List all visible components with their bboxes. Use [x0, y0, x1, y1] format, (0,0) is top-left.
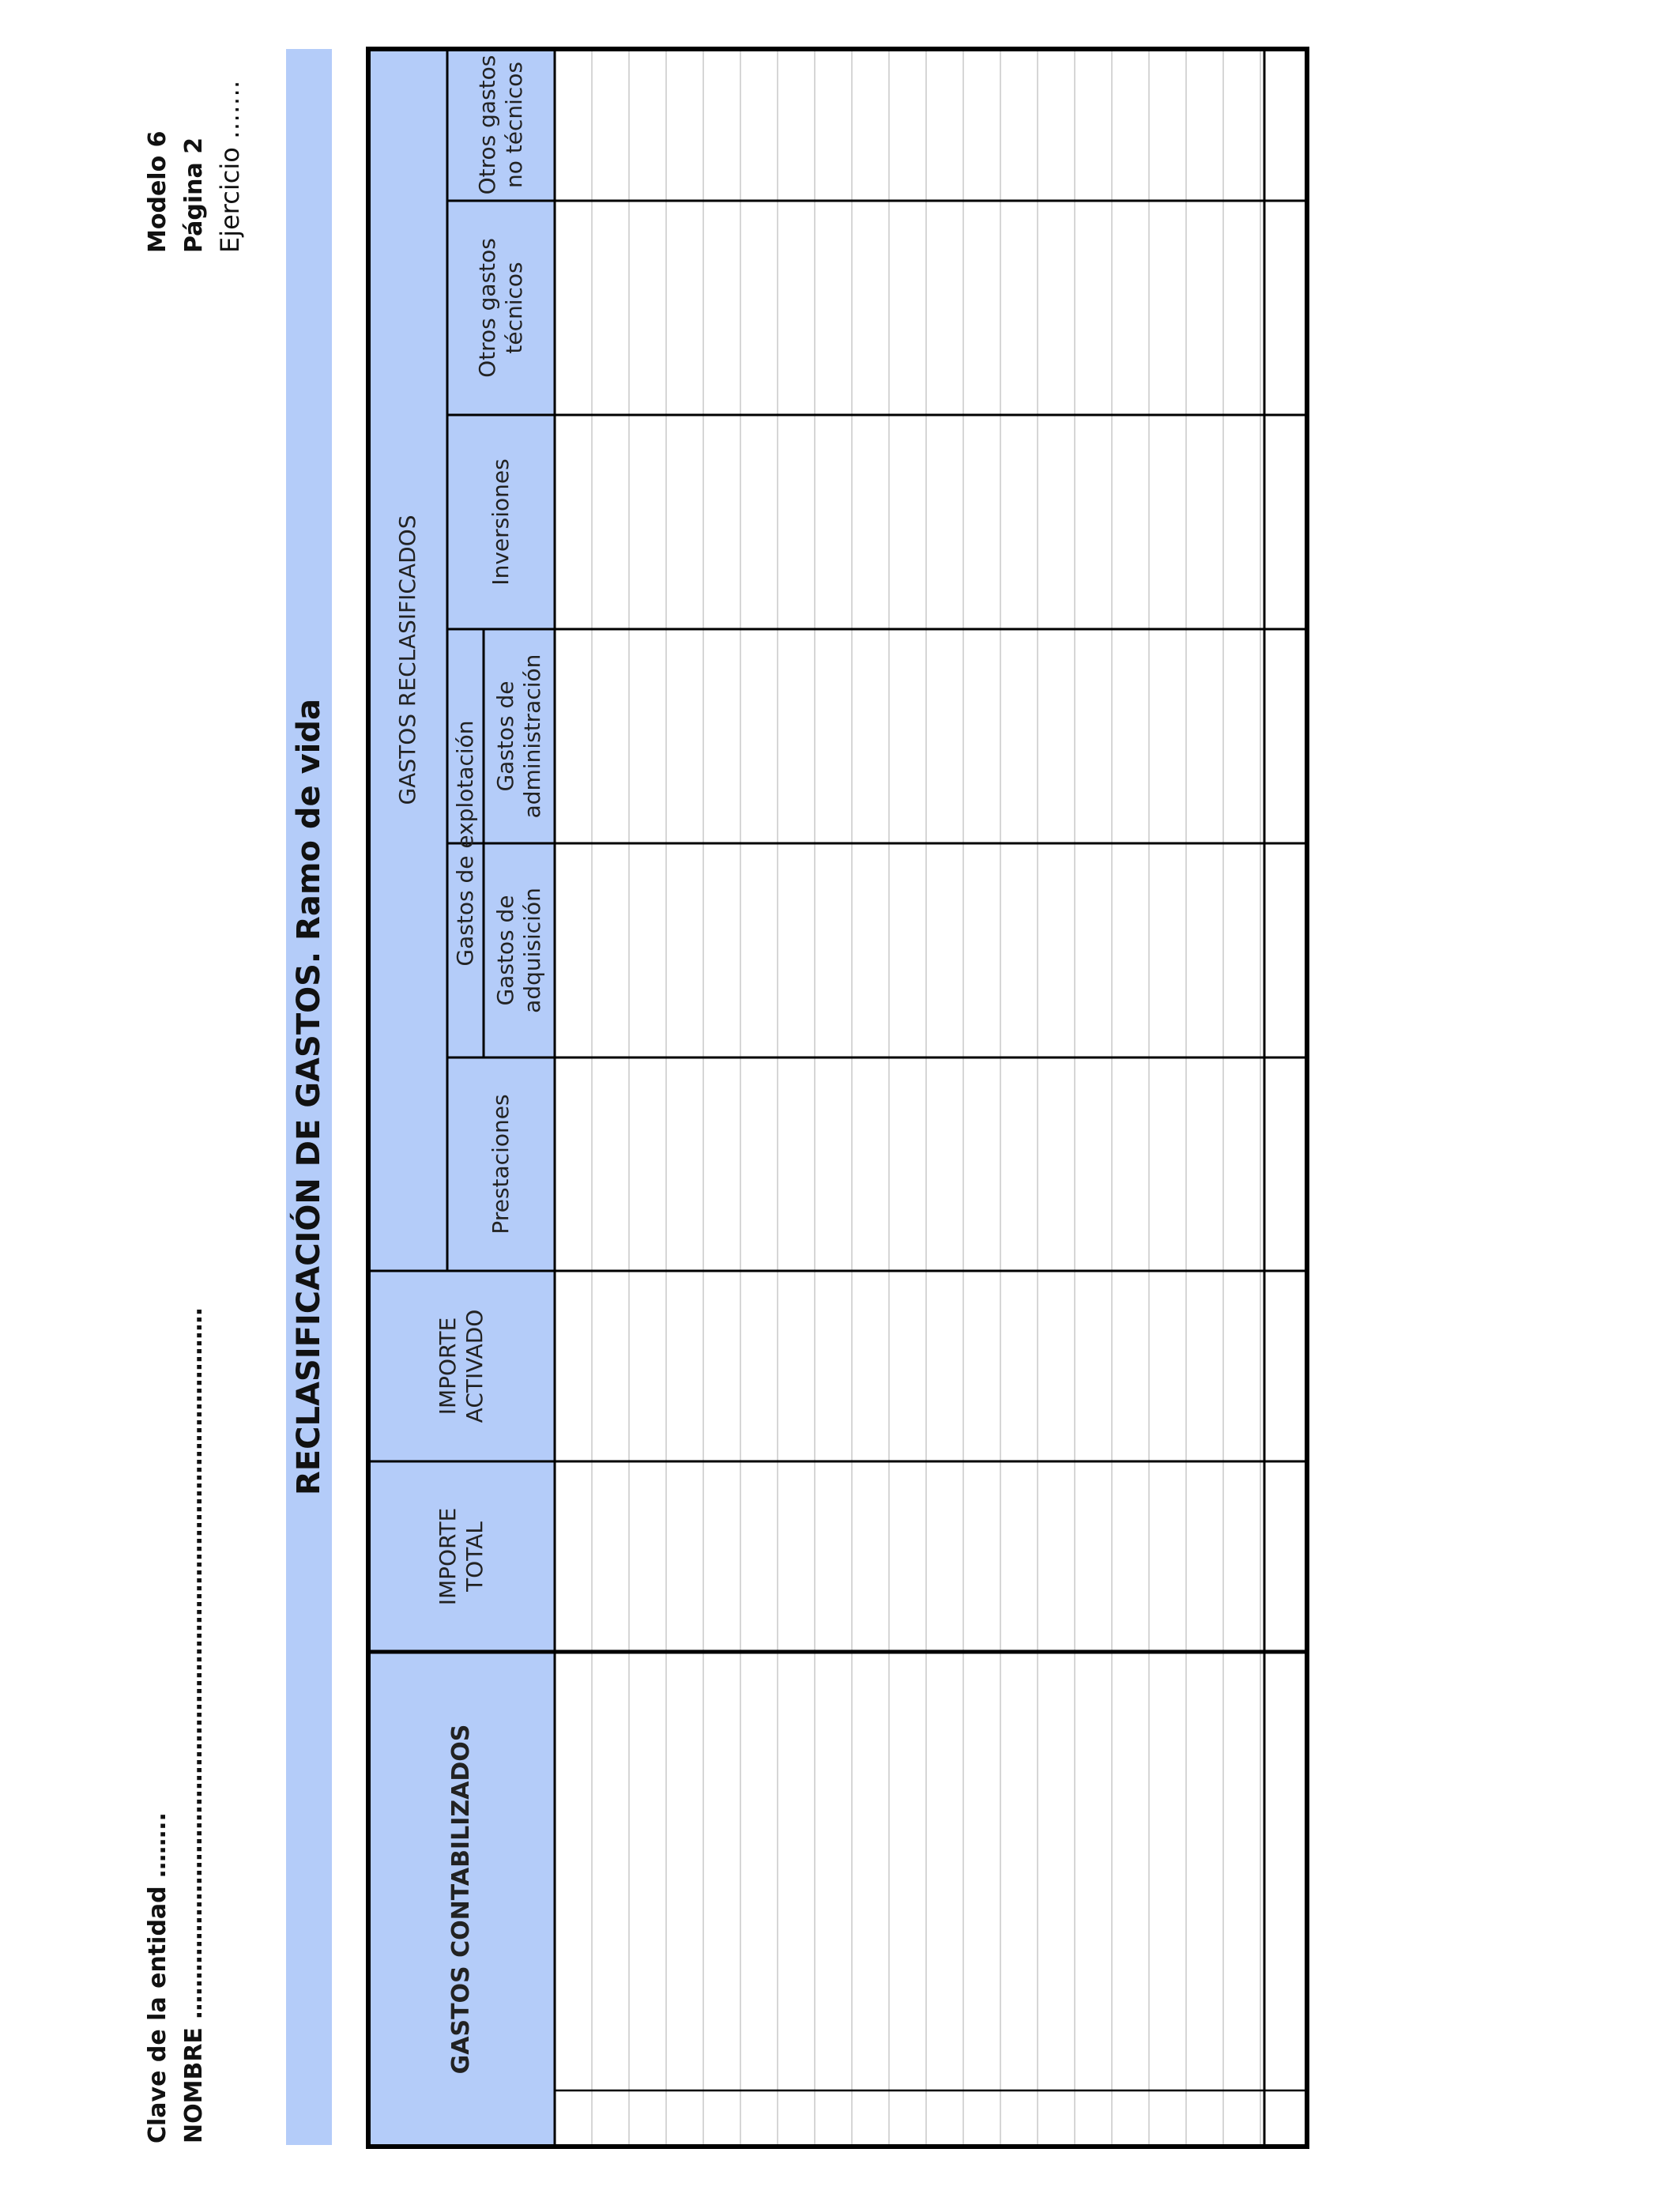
- fiscal-year-label: Ejercicio …….: [215, 80, 245, 253]
- header-otros-gastos-no-tecnicos: Otros gastos no técnicos: [474, 55, 527, 195]
- header-inversiones: Inversiones: [488, 458, 514, 586]
- header-gastos-explotacion: Gastos de explotación: [452, 720, 478, 967]
- header-gastos-administracion: Gastos de administración: [492, 654, 545, 819]
- header-gastos-contabilizados: GASTOS CONTABILIZADOS: [447, 1724, 475, 2075]
- header-gastos-adquisicion: Gastos de adquisición: [492, 888, 545, 1013]
- entity-name-label: NOMBRE ………………………………………………………………………………: [180, 1307, 208, 2143]
- header-importe-activado: IMPORTE ACTIVADO: [435, 1309, 488, 1423]
- header-gastos-reclasificados: GASTOS RECLASIFICADOS: [394, 515, 420, 805]
- model-number: Modelo 6: [144, 130, 171, 253]
- header-otros-gastos-tecnicos: Otros gastos técnicos: [474, 238, 527, 378]
- header-importe-total: IMPORTE TOTAL: [435, 1507, 488, 1606]
- entity-key-label: Clave de la entidad ……..: [144, 1812, 171, 2143]
- page-number: Página 2: [180, 137, 208, 253]
- page-title: RECLASIFICACIÓN DE GASTOS. Ramo de vida: [291, 698, 327, 1496]
- header-prestaciones: Prestaciones: [488, 1094, 514, 1235]
